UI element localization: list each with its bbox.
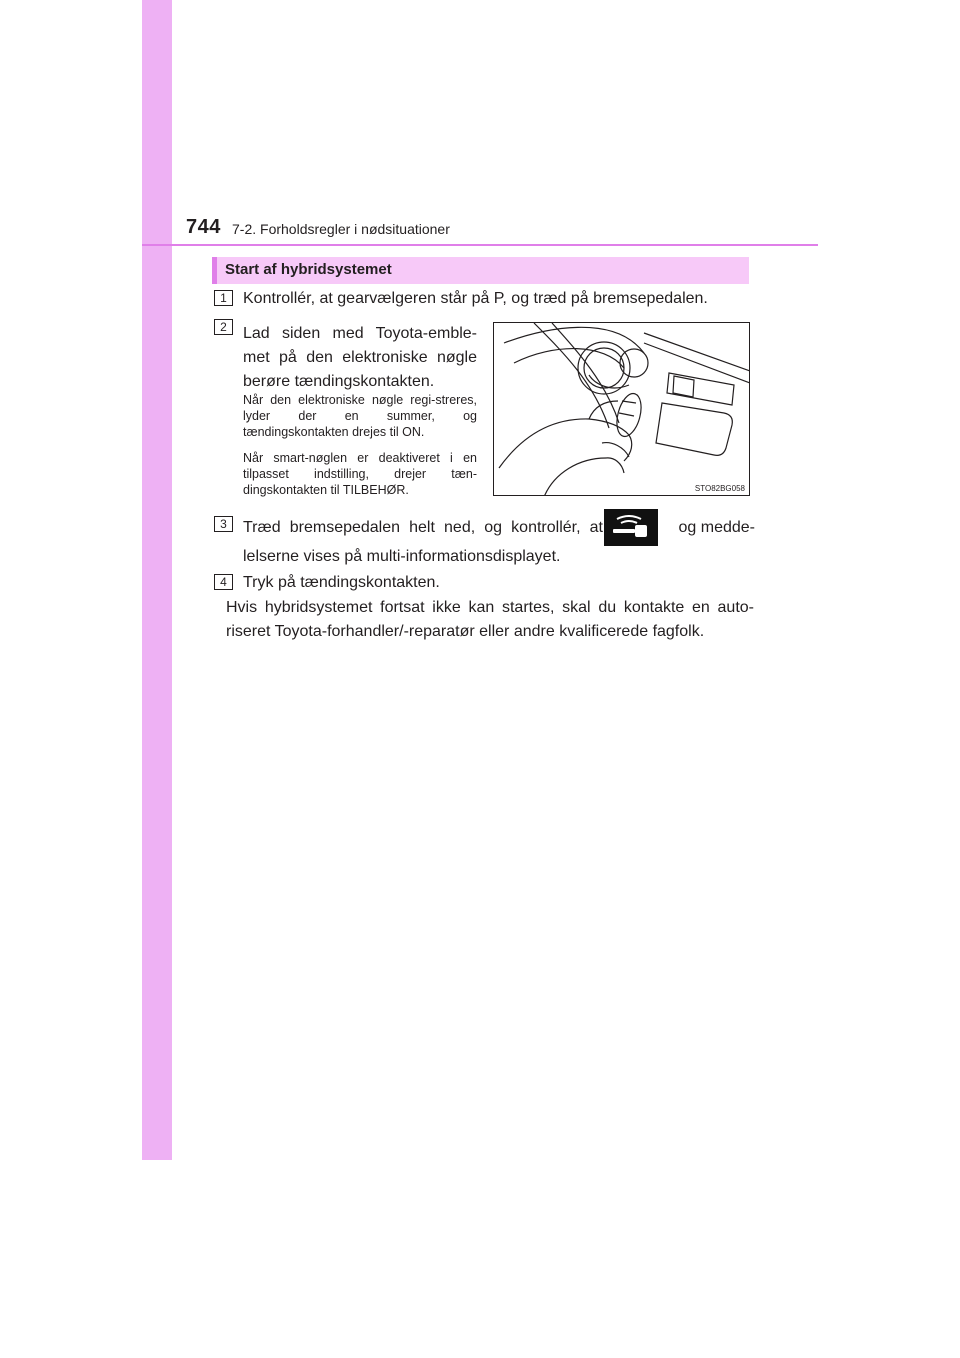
hand-holding-key-illustration [494, 323, 750, 496]
step-3-text-before: Træd bremsepedalen helt ned, og kontrollér, at [243, 519, 603, 536]
step-4-text: Tryk på tændingskontakten. [243, 574, 440, 591]
step-2-text: Lad siden med Toyota-emble-met på den elektroniske nøgle berøre tændingskontakten. [243, 325, 477, 390]
section-title: 7-2. Forholdsregler i nødsituationer [232, 221, 450, 237]
step-number-3: 3 [214, 516, 233, 532]
step-2-note-2: Når smart-nøglen er deaktiveret i en tilpasset indstilling, drejer tæn-dingskontakten til TILBEHØR. [243, 451, 477, 497]
key-symbol [611, 515, 651, 541]
figure-code: STO82BG058 [694, 484, 745, 493]
key-fob-illustration [493, 322, 750, 496]
step-number-2: 2 [214, 319, 233, 335]
step-3-text-after-line-1: og medde- [678, 519, 755, 536]
step-3-text-after [663, 516, 755, 540]
sidebar-strip [142, 0, 172, 1160]
step-2-note-1: Når den elektroniske nøgle regi-streres, lyder der en summer, og tændingskontakten drejes til ON. [243, 393, 477, 439]
step-number-4: 4 [214, 574, 233, 590]
step-3-text-after-line-2: lelserne vises på multi-informationsdisplayet. [243, 548, 561, 565]
header-rule [142, 244, 818, 246]
topic-heading [212, 257, 749, 284]
topic-title: Start af hybridsystemet [225, 261, 392, 278]
step-1-text: Kontrollér, at gearvælgeren står på P, og træd på bremsepedalen. [243, 290, 708, 307]
closing-text: Hvis hybridsystemet fortsat ikke kan startes, skal du kontakte en auto-riseret Toyota-forhandler/-reparatør eller andre kvalificerede fagfolk. [226, 599, 754, 640]
page-number: 744 [186, 216, 221, 238]
key-warning-icon [604, 509, 658, 546]
step-number-1: 1 [214, 290, 233, 306]
